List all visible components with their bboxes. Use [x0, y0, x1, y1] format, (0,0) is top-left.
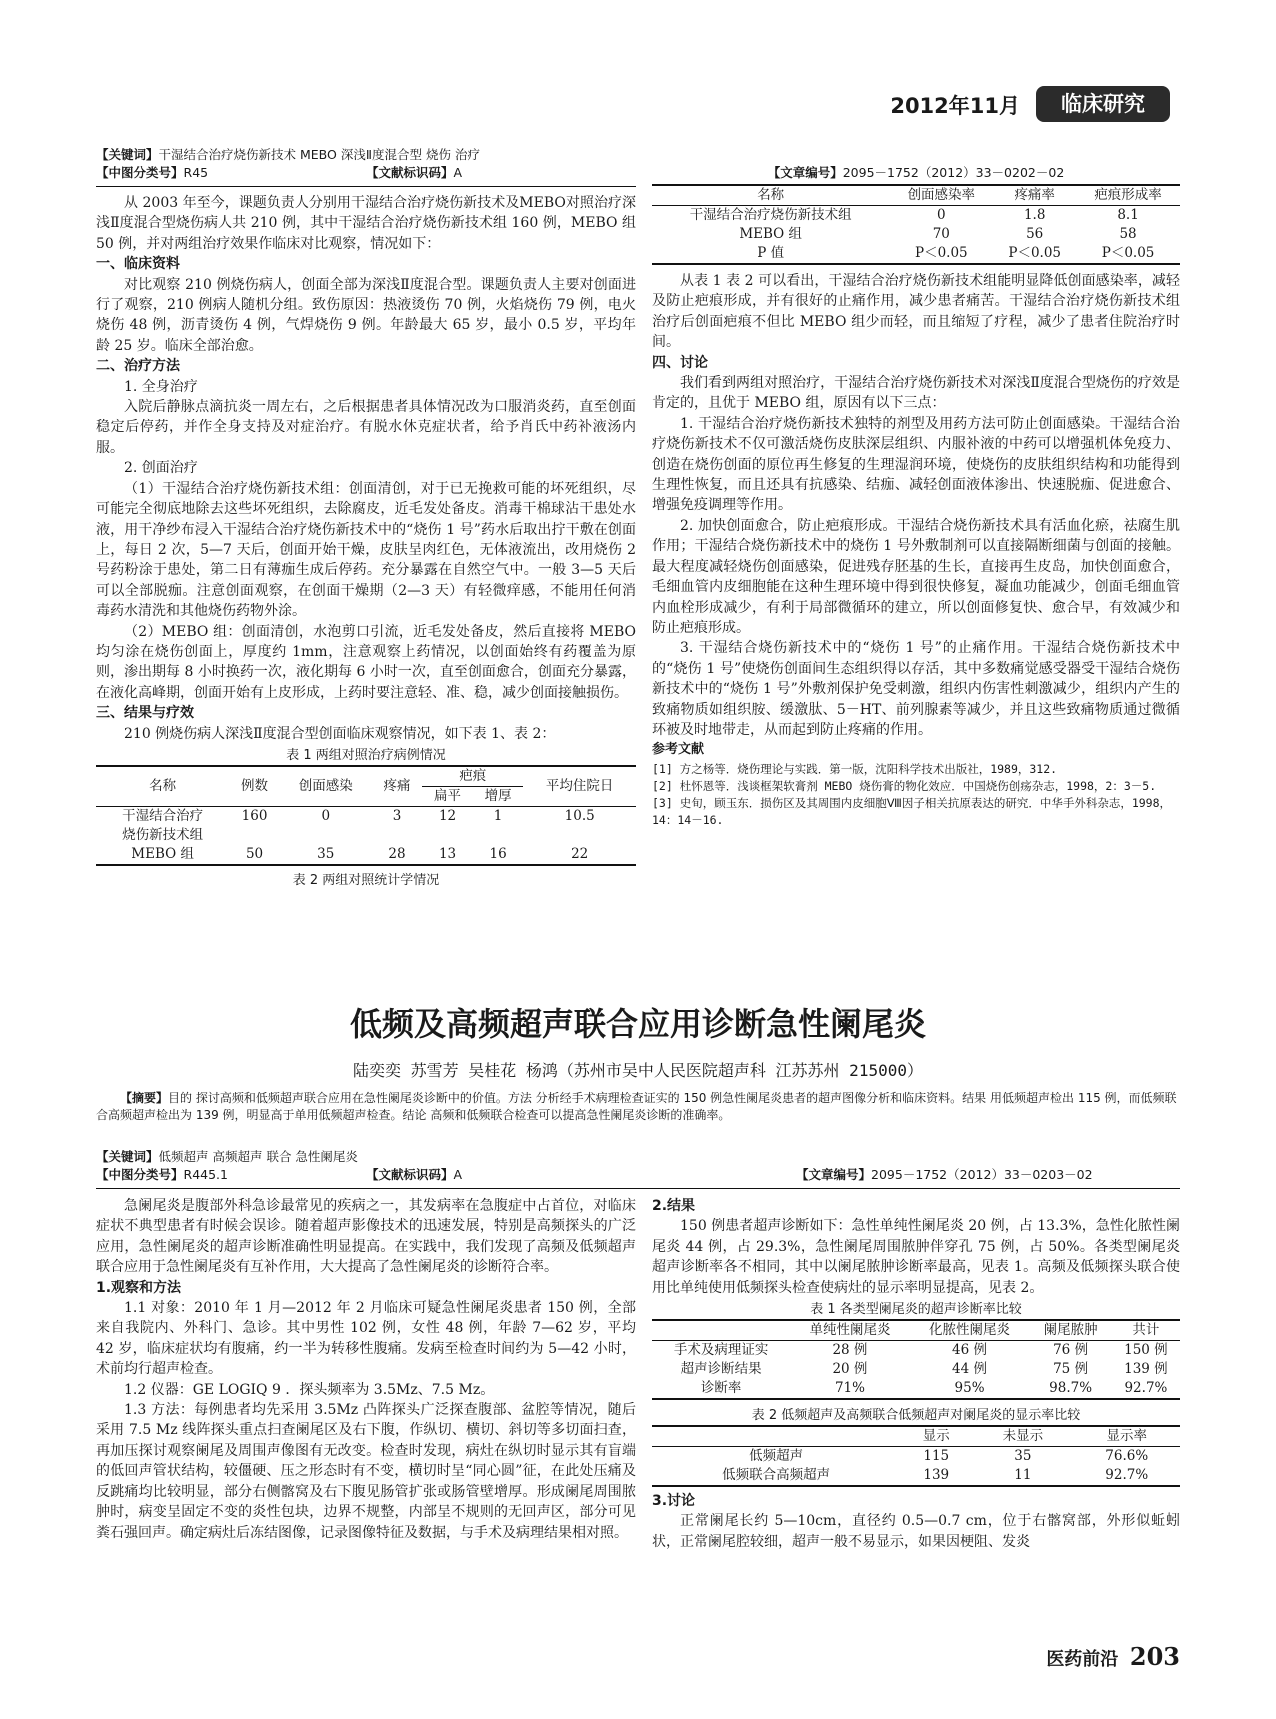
article1-table1	[96, 765, 636, 866]
paragraph: 从 2003 年至今，课题负责人分别用干湿结合治疗烧伤新技术及MEBO对照治疗深浅Ⅱ度混合型烧伤病人共 210 例，其中干湿结合治疗烧伤新技术组 160 例，MEBO 组 50 例，并对两组治疗效果作临床对比观察，情况如下：	[96, 195, 636, 252]
table-cell: 71%	[834, 1380, 865, 1397]
table-row	[652, 1379, 1180, 1399]
references-heading: 参考文献	[652, 742, 705, 758]
table-header: 创面感染	[298, 777, 353, 794]
table-header: 未显示	[1002, 1428, 1044, 1445]
table-header: 单纯性阑尾炎	[809, 1322, 891, 1339]
table-cell: 35	[1014, 1448, 1032, 1465]
table-cell: 0	[937, 207, 946, 223]
issue-date: 2012年11月	[890, 94, 1020, 118]
table-header: 创面感染率	[907, 187, 976, 203]
table-cell: P＜0.05	[1101, 245, 1155, 261]
paragraph: 从表 1 表 2 可以看出，干湿结合治疗烧伤新技术组能明显降低创面感染率，减轻及防止疤痕形成，并有很好的止痛作用，减少患者痛苦。干湿结合治疗烧伤新技术组治疗后创面疤痕不但比 MEBO 组少而轻，而且缩短了疗程，减少了患者住院治疗时间。	[652, 273, 1180, 351]
paragraph: （2）MEBO 组：创面清创，水泡剪口引流，近毛发处备皮，然后直接将 MEBO 均匀涂在烧伤创面上，厚度约 1mm，注意观察上药情况，以创面始终有药覆盖为原则，渗出期每 8 小时换药一次，液化期每 6 小时一次，直至创面愈合，创面充分暴露，在液化高峰期，创面开始有上皮形成，上药时要注意轻、准、稳，减少创面接触损伤。	[96, 623, 636, 701]
reference-item: [2] 杜怀恩等．浅谈框架软膏剂 MEBO 烧伤膏的物化效应．中国烧伤创疡杂志，1998，2：3－5.	[652, 778, 1157, 793]
table-row	[652, 244, 1180, 264]
article2-left-column	[96, 1196, 636, 1543]
table-cell: 1.8	[1023, 207, 1046, 223]
table-row	[652, 1466, 1180, 1486]
table-cell: 0	[321, 807, 331, 824]
table-header: 化脓性阑尾炎	[929, 1322, 1011, 1339]
page-footer	[960, 1642, 1180, 1671]
section-heading: 四、讨论	[652, 354, 708, 371]
paragraph: 1.3 方法：每例患者均先采用 3.5Mz 凸阵探头广泛探查腹部、盆腔等情况，随后采用 7.5 Mz 线阵探头重点扫查阑尾区及右下腹，作纵切、横切、斜切等多切面扫查，再加压探讨观察阑尾及周围声像图有无改变。检查时发现，病灶在纵切时显示其有盲端的低回声管状结构，较僵硬、压之形态时有不变，横切时呈“同心圆”征，在此处压痛及反跳痛均比较明显，部分右侧髂窝及右下腹见肠管扩张或肠管壁增厚。形成阑尾周围脓肿时，病变呈固定不变的炎性包块，边界不规整，内部呈不规则的无回声区，部分可见粪石强回声。确定病灶后冻结图像，记录图像特征及数据，与手术及病理结果相对照。	[96, 1402, 636, 1541]
table-cell: MEBO 组	[131, 845, 194, 862]
section-heading: 三、结果与疗效	[96, 705, 194, 722]
section-heading: 2.结果	[652, 1198, 696, 1214]
table-cell: 手术及病理证实	[673, 1342, 769, 1359]
table-cell: 3	[392, 807, 402, 824]
table-cell: 139	[923, 1467, 950, 1484]
article1-right-column	[652, 164, 1180, 829]
article2-table1	[652, 1319, 1180, 1400]
abstract-label: 【摘要】	[120, 1091, 169, 1105]
reference-item: [3] 史旬，顾玉东．损伤区及其周围内皮细胞Ⅷ因子相关抗原表达的研究．中华手外科杂志，1998，14：14－16.	[652, 795, 1172, 827]
table-header: 疤痕形成率	[1094, 187, 1162, 203]
paragraph: 1.1 对象：2010 年 1 月—2012 年 2 月临床可疑急性阑尾炎患者 150 例，全部来自我院内、外科门、急诊。其中男性 102 例，女性 48 例，年龄 7—62 岁，平均 42 岁，临床症状均有腹痛，约一半为转移性腹痛。发病至检查时间约为 5—42 小时，术前均行超声检查。	[96, 1300, 636, 1378]
table-row	[96, 806, 636, 826]
article-no-label: 【文章编号】	[796, 1167, 872, 1182]
section-heading: 二、治疗方法	[96, 358, 180, 375]
clc-label: 【中图分类号】	[96, 1167, 184, 1182]
table-cell: 98.7%	[1049, 1380, 1093, 1397]
doc-code: A	[453, 1167, 463, 1182]
table-cell: 50	[245, 845, 264, 862]
table-cell: 44 例	[952, 1361, 988, 1378]
table-cell: 10.5	[564, 807, 595, 824]
table-cell: 76 例	[1053, 1342, 1089, 1359]
paragraph: 3. 干湿结合烧伤新技术中的“烧伤 1 号”的止痛作用。干湿结合烧伤新技术中的“烧伤 1 号”使烧伤创面间生态组织得以存活，其中多数痛觉感受器受干湿结合烧伤新技术中的“烧伤 1 号”外敷剂保护免受刺激，组织内伤害性刺激减少，组织内产生的致痛物质如组织胺、缓激肽、5－HT、前列腺素等减少，并且这些致痛物质通过微循环被及时地带走，从而起到防止疼痛的作用。	[652, 640, 1180, 738]
article2-authors: 陆奕奕 苏雪芳 吴桂花 杨鸿（苏州市吴中人民医院超声科 江苏苏州 215000）	[353, 1061, 923, 1080]
table-cell: 76.6%	[1105, 1448, 1149, 1465]
table-row	[652, 1447, 1180, 1467]
table-header: 共计	[1132, 1322, 1160, 1339]
article-no: 2095－1752（2012）33－0203－02	[871, 1167, 1093, 1182]
table-header: 疼痛率	[1014, 187, 1055, 203]
table-cell: 28 例	[832, 1342, 868, 1359]
table-cell: 70	[932, 226, 950, 242]
table-header	[652, 1320, 790, 1341]
table-header: 平均住院日	[545, 777, 614, 794]
table-caption: 表 2 低频超声及高频联合低频超声对阑尾炎的显示率比较	[751, 1408, 1081, 1424]
doc-label: 【文献标识码】	[366, 1167, 454, 1182]
table-cell: P＜0.05	[914, 245, 968, 261]
keywords: 干湿结合治疗烧伤新技术 MEBO 深浅Ⅱ度混合型 烧伤 治疗	[158, 147, 480, 162]
table-row	[96, 845, 636, 865]
paragraph: 正常阑尾长约 5—10cm，直径约 0.5—0.7 cm，位于右髂窝部，外形似蚯蚓状，正常阑尾腔较细，超声一般不易显示，如果因梗阻、发炎	[652, 1513, 1180, 1550]
table-header: 疼痛	[383, 777, 411, 794]
article2-title: 低频及高频超声联合应用诊断急性阑尾炎	[349, 1005, 926, 1043]
clc-code: R445.1	[183, 1167, 228, 1182]
paragraph: 1. 干湿结合治疗烧伤新技术独特的剂型及用药方法可防止创面感染。干湿结合治疗烧伤新技术不仅可激活烧伤皮肤深层组织、内服补液的中药可以增强机体免疫力、创造在烧伤创面的原位再生修复的生理湿润环境，使烧伤的皮肤组织结构和功能得到生理性恢复，而且还具有抗感染、结痂、减轻创面液体渗出、快速脱痂、促进愈合、增强免疫调理等作用。	[652, 415, 1180, 514]
section-heading: 1.观察和方法	[96, 1279, 182, 1296]
table-cell: 139 例	[1124, 1361, 1168, 1378]
paragraph: （1）干湿结合治疗烧伤新技术组：创面清创，对于已无挽救可能的坏死组织，尽可能完全彻底地除去这些坏死组织，去除腐皮，近毛发处备皮。消毒干棉球沾干患处水液，用干净纱布浸入干湿结合治疗烧伤新技术中的“烧伤 1 号”药水后取出拧干敷在创面上，每日 2 次，5—7 天后，创面开始干燥，皮肤呈肉红色，无体液流出，改用烧伤 2 号药粉涂于患处，第二日有薄痂生成后停药。充分暴露在自然空气中。一般 3—5 天后可以全部脱痂。注意创面观察，在创面干燥期（2—3 天）有轻微痒感，不能用任何消毒药水清洗和其他烧伤药物外涂。	[96, 480, 636, 620]
table-cell: 8.1	[1117, 207, 1139, 223]
clc-code: R45	[183, 165, 209, 180]
section-badge: 临床研究	[1036, 86, 1170, 122]
table-header	[652, 1426, 900, 1447]
table-row	[652, 1341, 1180, 1361]
table-cell: 干湿结合治疗烧伤新技术组	[689, 207, 852, 223]
table-header: 阑尾脓肿	[1043, 1322, 1098, 1339]
table-cell: MEBO 组	[739, 226, 803, 242]
table-cell: P＜0.05	[1008, 245, 1062, 261]
subheading: 1. 全身治疗	[124, 378, 198, 395]
table-cell: 诊断率	[700, 1380, 742, 1397]
table-caption: 表 1 各类型阑尾炎的超声诊断率比较	[810, 1302, 1022, 1318]
table-header: 名称	[149, 777, 177, 794]
table-cell: 150 例	[1124, 1342, 1168, 1359]
article1-classification	[96, 164, 636, 182]
table-cell: 115	[923, 1448, 950, 1465]
paragraph: 对比观察 210 例烧伤病人，创面全部为深浅Ⅱ度混合型。课题负责人主要对创面进行了观察，210 例病人随机分组。致伤原因：热液烫伤 70 例，火焰烧伤 79 例，电火烧伤 48 例，沥青烫伤 4 例，气焊烧伤 9 例。年龄最大 65 岁，最小 0.5 岁，平均年龄 25 岁。临床全部治愈。	[96, 276, 636, 354]
table-cell: 超声诊断结果	[680, 1361, 762, 1378]
abstract-text: 目的 探讨高频和低频超声联合应用在急性阑尾炎诊断中的价值。方法 分析经手术病理检查证实的 150 例急性阑尾炎患者的超声图像分析和临床资料。结果 用低频超声检出 115 例，而低频联合高频超声检出为 139 例，明显高于单用低频超声检查。结论 高频和低频联合检查可以提高急性阑尾炎诊断的准确率。	[96, 1091, 1177, 1122]
table-header: 显示	[922, 1428, 950, 1445]
table-row	[652, 1360, 1180, 1379]
table-cell: 28	[388, 845, 406, 862]
article-no: 2095－1752（2012）33－0202－02	[842, 165, 1065, 180]
article-no-label: 【文章编号】	[767, 165, 843, 180]
doc-code: A	[453, 165, 463, 180]
table-cell: 低频超声	[749, 1448, 804, 1465]
page-number: 203	[1129, 1642, 1180, 1671]
table-cell: 烧伤新技术组	[122, 826, 204, 843]
table-cell: P 值	[757, 245, 785, 261]
table-row	[96, 826, 636, 845]
table-cell: 22	[571, 845, 589, 862]
table-row	[652, 225, 1180, 244]
article2-meta	[96, 1148, 1180, 1189]
table-row	[652, 206, 1180, 226]
table-header: 例数	[241, 777, 269, 794]
table-header: 疤痕	[422, 766, 523, 787]
article2-right-column	[652, 1196, 1180, 1552]
table-cell: 20 例	[832, 1361, 868, 1378]
table-header: 显示率	[1106, 1428, 1147, 1445]
table-cell: 低频联合高频超声	[722, 1467, 831, 1484]
table-cell: 95%	[954, 1380, 985, 1397]
keywords: 低频超声 高频超声 联合 急性阑尾炎	[158, 1149, 358, 1164]
table-cell: 46 例	[952, 1342, 988, 1359]
reference-item: [1] 方之杨等．烧伤理论与实践．第一版，沈阳科学技术出版社，1989，312.	[652, 761, 1058, 776]
paragraph: 210 例烧伤病人深浅Ⅱ度混合型创面临床观察情况，如下表 1、表 2：	[124, 725, 556, 742]
table-cell: 92.7%	[1105, 1467, 1149, 1484]
paragraph: 入院后静脉点滴抗炎一周左右，之后根据患者具体情况改为口服消炎药，直至创面稳定后停药，并作全身支持及对症治疗。有脱水休克症状者，给予肖氏中药补液汤内服。	[96, 399, 636, 456]
table-subheader: 增厚	[484, 787, 512, 804]
article2-table2	[652, 1425, 1180, 1487]
table-caption: 表 1 两组对照治疗病例情况	[286, 747, 446, 763]
section-heading: 3.讨论	[652, 1493, 696, 1510]
table-cell: 1	[493, 807, 503, 824]
table-cell: 56	[1026, 226, 1044, 242]
table-cell: 35	[317, 845, 335, 862]
clc-label: 【中图分类号】	[96, 165, 184, 180]
table-cell: 16	[489, 845, 507, 862]
table-subheader: 扁平	[434, 787, 462, 804]
section-heading: 一、临床资料	[96, 256, 180, 273]
keywords-label: 【关键词】	[96, 1149, 159, 1164]
table-header: 名称	[757, 187, 785, 203]
paragraph: 急阑尾炎是腹部外科急诊最常见的疾病之一，其发病率在急腹症中占首位，对临床症状不典型患者有时候会误诊。随着超声影像技术的迅速发展，特别是高频探头的广泛应用，急性阑尾炎的超声诊断准确性明显提高。在实践中，我们发现了高频及低频超声联合应用于急性阑尾炎有互补作用，大大提高了急性阑尾炎的诊断符合率。	[96, 1198, 636, 1276]
paragraph: 2. 加快创面愈合，防止疤痕形成。干湿结合烧伤新技术具有活血化瘀，祛腐生肌作用；干湿结合烧伤新技术中的烧伤 1 号外敷制剂可以直接隔断细菌与创面的接触。最大程度减轻烧伤创面感染，促进残存胚基的生长，直接再生皮岛，加快创面愈合，毛细血管内皮细胞能在这种生理环境中得到很快修复，凝血功能减少，创面毛细血管内血栓形成减少，有利于局部微循环的建立，所以创面修复快、愈合早，有效减少和防止疤痕形成。	[652, 517, 1180, 636]
table-cell: 13	[438, 845, 457, 862]
doc-label: 【文献标识码】	[366, 165, 454, 180]
table-cell: 干湿结合治疗	[122, 807, 204, 824]
table-cell: 92.7%	[1124, 1380, 1168, 1397]
table-cell: 75 例	[1053, 1361, 1089, 1378]
table-cell: 12	[438, 807, 457, 824]
keywords-label: 【关键词】	[96, 147, 159, 162]
article1-keywords	[96, 146, 636, 164]
article1-left-column	[96, 146, 636, 888]
table-caption: 表 2 两组对照统计学情况	[292, 872, 440, 888]
paragraph: 150 例患者超声诊断如下：急性单纯性阑尾炎 20 例，占 13.3%，急性化脓性阑尾炎 44 例，占 29.3%，急性阑尾周围脓肿伴穿孔 75 例，占 50%。各类型阑尾炎超声诊断率各不相同，其中以阑尾脓肿诊断率最高，见表 1。高频及低频探头联合使用比单纯使用低频探头检查使病灶的显示率明显提高，见表 2。	[652, 1218, 1180, 1296]
paragraph: 1.2 仪器：GE LOGIQ 9 ．探头频率为 3.5Mz、7.5 Mz。	[124, 1381, 495, 1398]
journal-name: 医药前沿	[1046, 1649, 1119, 1670]
article2-abstract	[96, 1090, 1180, 1124]
article1-table2	[652, 184, 1180, 265]
page-header	[820, 86, 1180, 126]
paragraph: 我们看到两组对照治疗，干湿结合治疗烧伤新技术对深浅Ⅱ度混合型烧伤的疗效是肯定的，且优于 MEBO 组，原因有以下三点：	[652, 375, 1180, 412]
table-cell: 11	[1014, 1467, 1032, 1484]
table-cell: 160	[241, 807, 268, 824]
table-cell: 58	[1119, 226, 1137, 242]
subheading: 2. 创面治疗	[124, 460, 198, 477]
